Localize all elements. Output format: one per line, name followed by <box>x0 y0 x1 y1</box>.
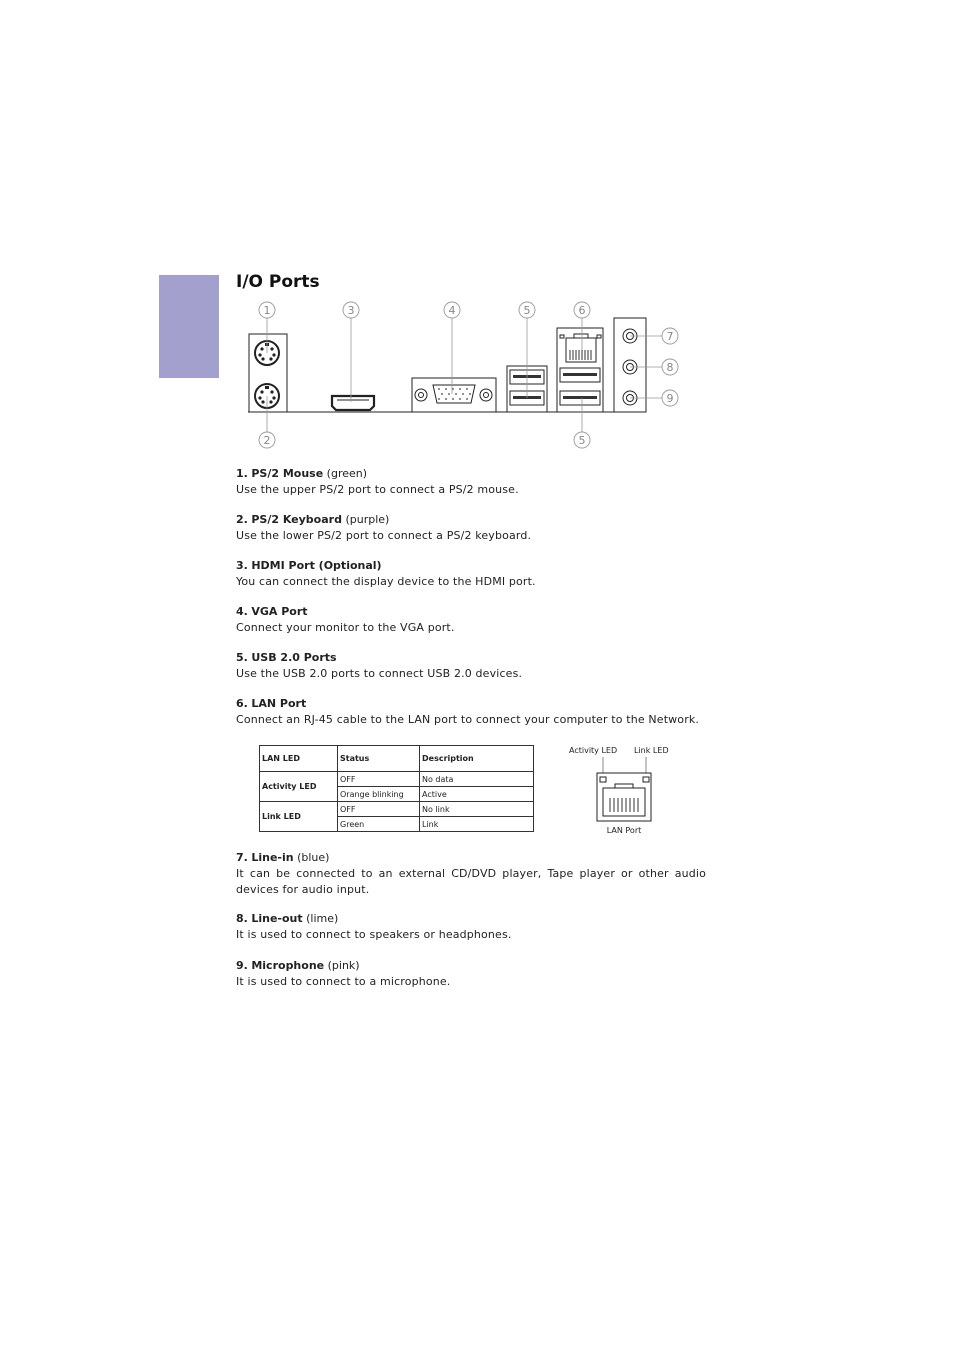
section-number: 4. <box>236 605 248 618</box>
callout-2: 2 <box>263 434 271 447</box>
led-status: OFF <box>338 802 420 817</box>
section-line-out <box>236 911 706 943</box>
section-note: (purple) <box>345 513 390 526</box>
section-vga-port <box>236 604 706 636</box>
callout-9: 9 <box>666 392 674 405</box>
link-led-label: Link LED <box>634 746 669 755</box>
section-desc: Connect an RJ-45 cable to the LAN port to connect your computer to the Network. <box>236 713 700 726</box>
callout-5-top: 5 <box>523 304 531 317</box>
section-number: 9. <box>236 959 248 972</box>
led-description: No data <box>420 772 534 787</box>
lan-led-table <box>259 745 534 832</box>
side-color-tab <box>159 275 219 378</box>
section-number: 5. <box>236 651 248 664</box>
section-name: HDMI Port (Optional) <box>251 559 382 572</box>
table-row <box>260 802 534 817</box>
callout-6: 6 <box>578 304 586 317</box>
callout-1: 1 <box>263 304 271 317</box>
section-desc: It is used to connect to speakers or headphones. <box>236 928 512 941</box>
section-name: USB 2.0 Ports <box>251 651 337 664</box>
activity-led-label: Activity LED <box>569 746 618 755</box>
section-name: PS/2 Keyboard <box>251 513 342 526</box>
section-number: 1. <box>236 467 248 480</box>
section-number: 7. <box>236 851 248 864</box>
header-status: Status <box>338 746 420 772</box>
section-ps2-mouse <box>236 466 706 498</box>
section-microphone <box>236 958 706 990</box>
section-note: (blue) <box>297 851 330 864</box>
section-name: VGA Port <box>251 605 308 618</box>
section-note: (lime) <box>306 912 339 925</box>
section-desc: Use the USB 2.0 ports to connect USB 2.0 devices. <box>236 667 523 680</box>
callout-8: 8 <box>666 361 674 374</box>
lan-port-label: LAN Port <box>606 826 642 835</box>
section-number: 8. <box>236 912 248 925</box>
section-lan-port <box>236 696 706 728</box>
led-name: Activity LED <box>260 772 338 802</box>
section-hdmi-port <box>236 558 706 590</box>
section-number: 3. <box>236 559 248 572</box>
section-name: Microphone <box>251 959 325 972</box>
callout-3: 3 <box>347 304 355 317</box>
led-description: No link <box>420 802 534 817</box>
led-status: Green <box>338 817 420 832</box>
section-line-in <box>236 850 706 898</box>
section-note: (green) <box>326 467 368 480</box>
header-description: Description <box>420 746 534 772</box>
lan-port-led-diagram <box>565 740 675 840</box>
section-number: 6. <box>236 697 248 710</box>
section-ps2-keyboard <box>236 512 706 544</box>
section-name: Line-in <box>251 851 294 864</box>
table-row <box>260 772 534 787</box>
section-desc: It is used to connect to a microphone. <box>236 975 451 988</box>
led-description: Link <box>420 817 534 832</box>
led-status: OFF <box>338 772 420 787</box>
section-usb-ports <box>236 650 706 682</box>
page-title: I/O Ports <box>236 272 320 292</box>
section-name: Line-out <box>251 912 303 925</box>
section-desc: Use the lower PS/2 port to connect a PS/2 keyboard. <box>236 529 532 542</box>
table-header-row <box>260 746 534 772</box>
section-desc: You can connect the display device to the HDMI port. <box>236 575 536 588</box>
callout-7: 7 <box>666 330 674 343</box>
led-description: Active <box>420 787 534 802</box>
section-desc: Connect your monitor to the VGA port. <box>236 621 455 634</box>
section-name: PS/2 Mouse <box>251 467 324 480</box>
io-panel-diagram <box>236 298 686 454</box>
section-name: LAN Port <box>251 697 307 710</box>
section-number: 2. <box>236 513 248 526</box>
led-name: Link LED <box>260 802 338 832</box>
callout-4: 4 <box>448 304 456 317</box>
section-desc: It can be connected to an external CD/DVD player, Tape player or other audio devices for audio input. <box>236 867 706 896</box>
callout-5-bottom: 5 <box>578 434 586 447</box>
section-note: (pink) <box>327 959 360 972</box>
header-lan-led: LAN LED <box>260 746 338 772</box>
led-status: Orange blinking <box>338 787 420 802</box>
section-desc: Use the upper PS/2 port to connect a PS/2 mouse. <box>236 483 519 496</box>
